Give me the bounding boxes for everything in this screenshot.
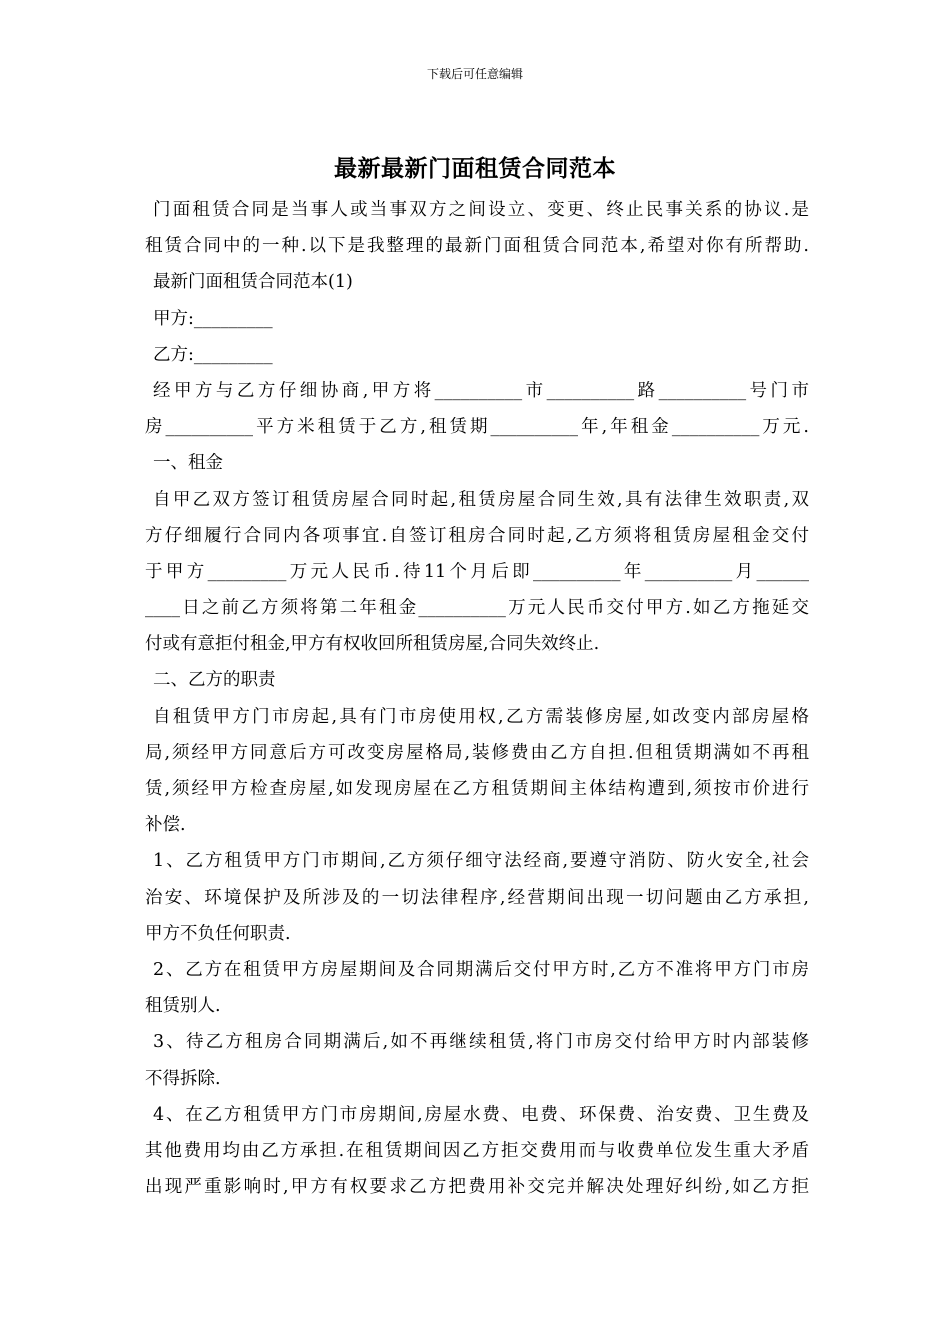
body-line: 1、乙方租赁甲方门市期间,乙方须仔细守法经商,要遵守消防、防火安全,社会 (153, 851, 809, 872)
body-line: 乙方:_________ (153, 344, 273, 365)
document-title: 最新最新门面租赁合同范本 (334, 155, 616, 182)
body-line: ____日之前乙方须将第二年租金__________万元人民币交付甲方.如乙方拖延交 (145, 598, 809, 619)
body-line: 自租赁甲方门市房起,具有门市房使用权,乙方需装修房屋,如改变内部房屋格 (153, 706, 809, 727)
body-line: 经甲方与乙方仔细协商,甲方将__________市__________路__________号门市 (153, 380, 809, 401)
body-line: 局,须经甲方同意后方可改变房屋格局,装修费由乙方自担.但租赁期满如不再租 (145, 742, 809, 763)
body-line: 付或有意拒付租金,甲方有权收回所租赁房屋,合同失效终止. (145, 634, 600, 655)
body-line: 自甲乙双方签订租赁房屋合同时起,租赁房屋合同生效,具有法律生效职责,双 (153, 489, 809, 510)
body-line: 方仔细履行合同内各项事宜.自签订租房合同时起,乙方须将租赁房屋租金交付 (145, 525, 809, 546)
body-line: 4、在乙方租赁甲方门市房期间,房屋水费、电费、环保费、治安费、卫生费及 (153, 1104, 809, 1125)
body-line: 租赁别人. (145, 996, 221, 1017)
body-line: 最新门面租赁合同范本(1) (153, 272, 353, 293)
body-line: 一、租金 (153, 453, 223, 474)
body-line: 于甲方_________万元人民币.待11个月后即__________年__________月______ (145, 561, 809, 582)
body-line: 赁,须经甲方检查房屋,如发现房屋在乙方租赁期间主体结构遭到,须按市价进行 (145, 779, 809, 799)
body-line: 治安、环境保护及所涉及的一切法律程序,经营期间出现一切问题由乙方承担, (145, 887, 809, 908)
body-line: 甲方:_________ (153, 308, 273, 329)
page-header-note: 下载后可任意编辑 (426, 67, 523, 81)
body-line: 甲方不负任何职责. (145, 923, 291, 944)
body-line: 2、乙方在租赁甲方房屋期间及合同期满后交付甲方时,乙方不准将甲方门市房 (153, 959, 809, 980)
document-body (145, 192, 809, 1205)
body-line: 门面租赁合同是当事人或当事双方之间设立、变更、终止民事关系的协议.是 (153, 200, 809, 220)
body-line: 不得拆除. (145, 1068, 221, 1089)
body-line: 补偿. (145, 815, 186, 836)
body-line: 租赁合同中的一种.以下是我整理的最新门面租赁合同范本,希望对你有所帮助. (145, 236, 809, 257)
body-line: 出现严重影响时,甲方有权要求乙方把费用补交完并解决处理好纠纷,如乙方拒 (145, 1177, 809, 1198)
body-line: 二、乙方的职责 (153, 670, 276, 691)
body-line: 其他费用均由乙方承担.在租赁期间因乙方拒交费用而与收费单位发生重大矛盾 (145, 1140, 809, 1161)
body-line: 3、待乙方租房合同期满后,如不再继续租赁,将门市房交付给甲方时内部装修 (153, 1032, 809, 1053)
body-line: 房__________平方米租赁于乙方,租赁期__________年,年租金__________万元. (145, 417, 809, 438)
